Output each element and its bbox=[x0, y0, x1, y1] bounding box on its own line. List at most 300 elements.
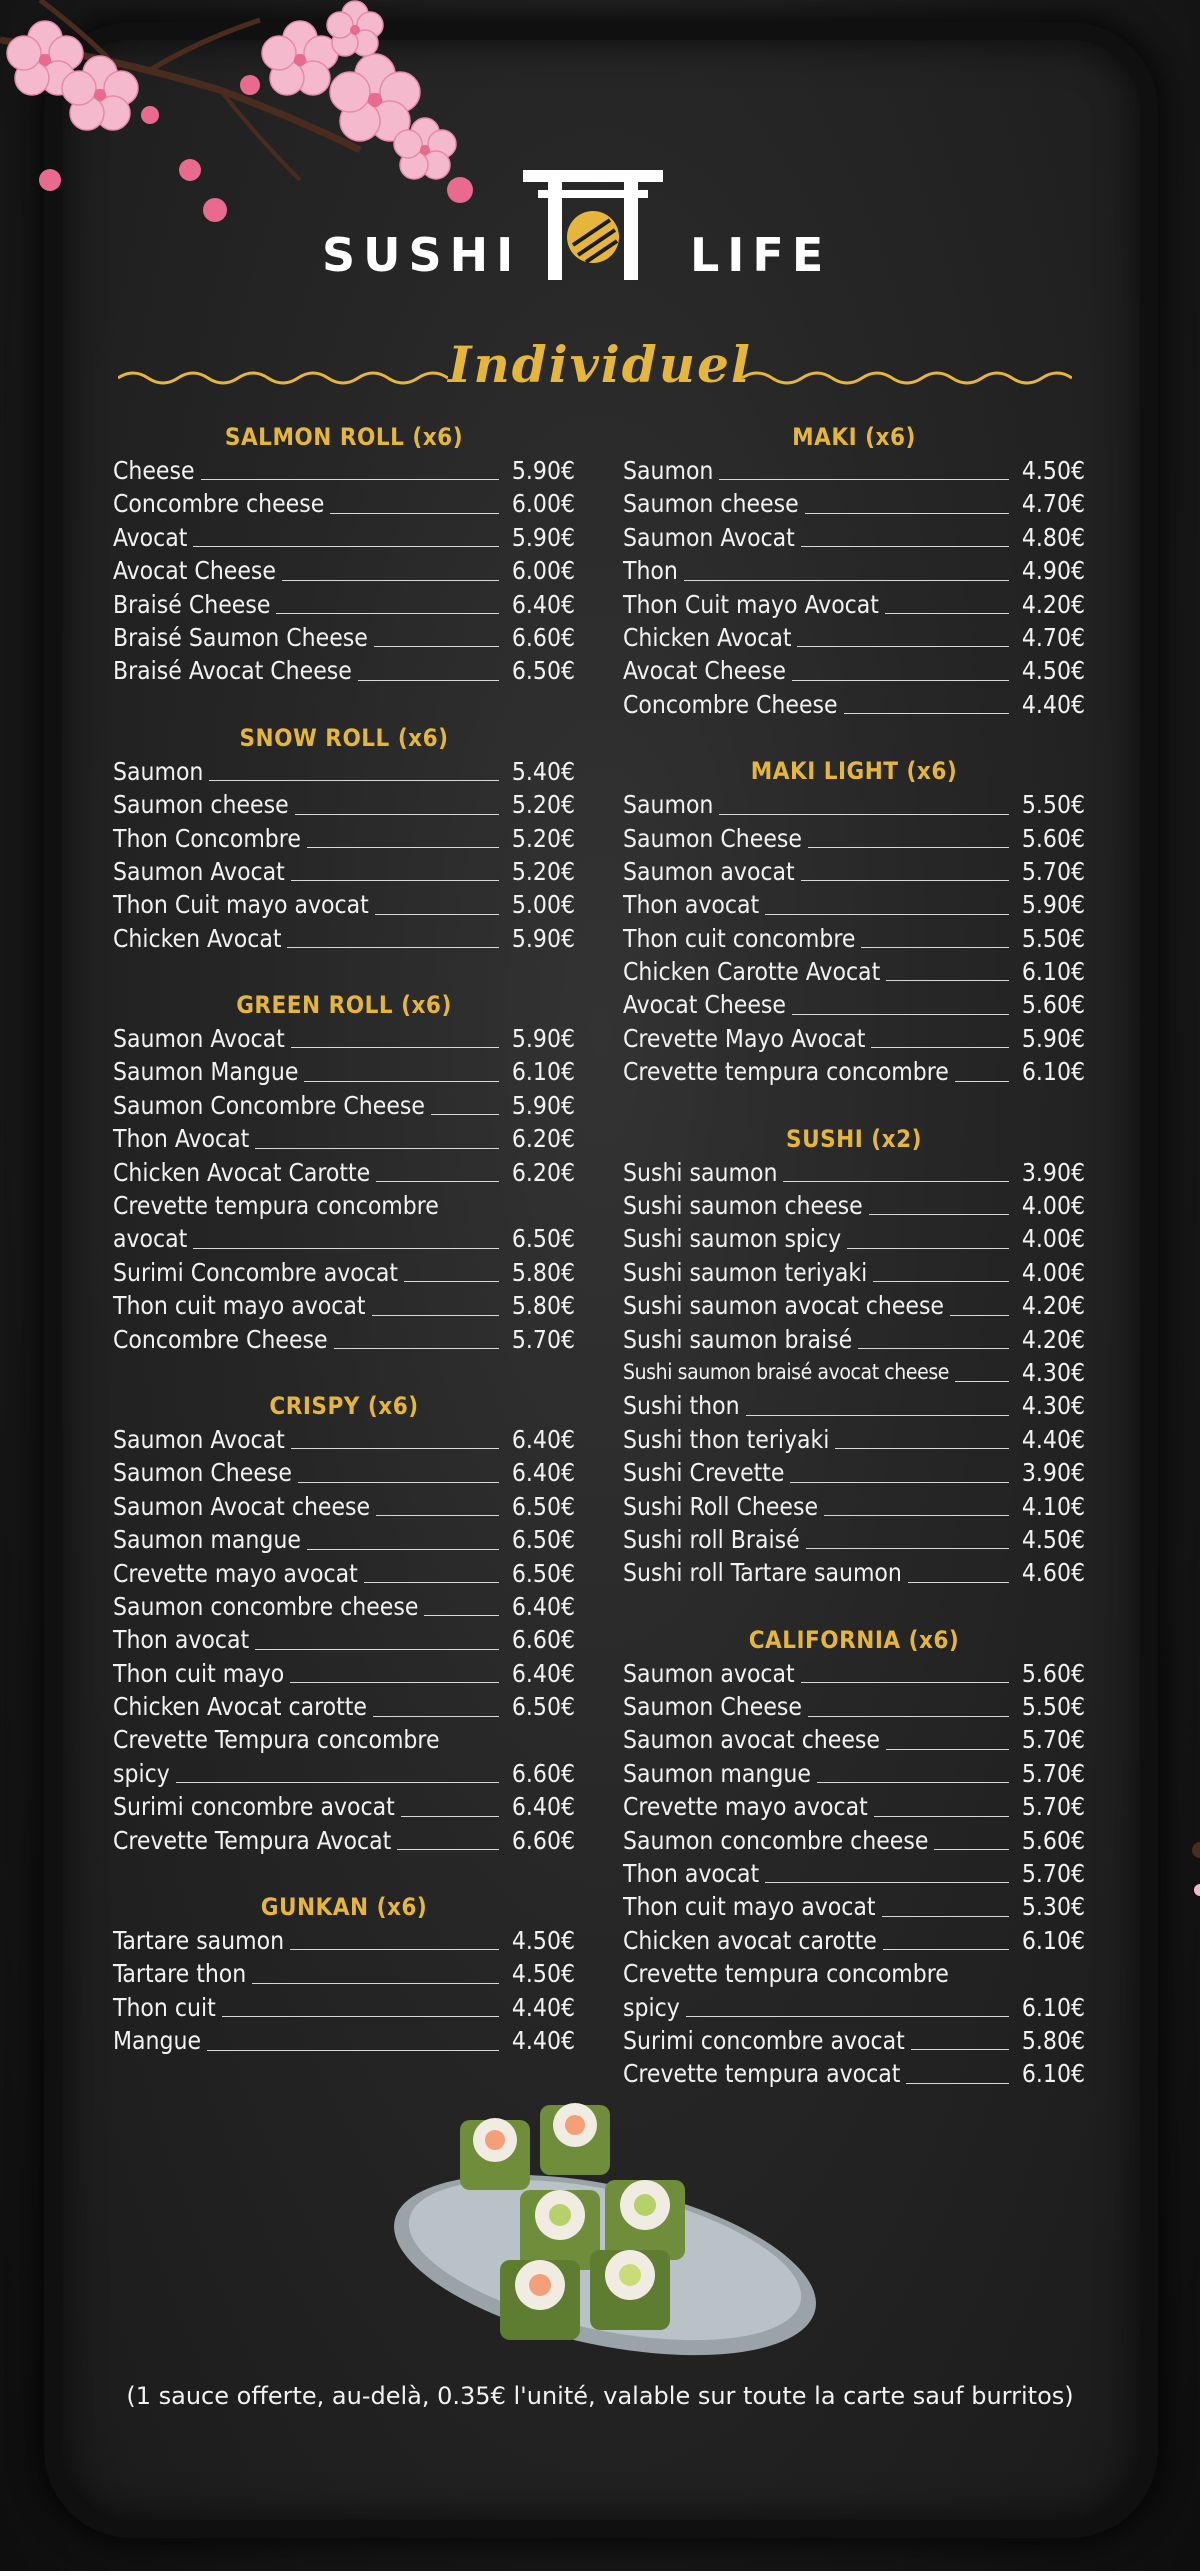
menu-item bbox=[113, 621, 575, 654]
item-name: Crevette tempura concombre bbox=[623, 1959, 949, 1989]
menu-item bbox=[623, 922, 1085, 955]
item-name: Sushi roll Braisé bbox=[623, 1524, 800, 1554]
leader-line bbox=[252, 1983, 499, 1984]
item-name: Sushi thon bbox=[623, 1391, 740, 1421]
leader-line bbox=[358, 680, 499, 681]
leader-line bbox=[207, 2050, 499, 2051]
item-name: Chicken Carotte Avocat bbox=[623, 957, 881, 987]
section-title: Individuel bbox=[448, 335, 752, 394]
menu-item bbox=[113, 822, 575, 855]
item-price: 4.10€ bbox=[1021, 1491, 1085, 1521]
leader-line bbox=[885, 613, 1009, 614]
menu-item bbox=[113, 521, 575, 554]
leader-line bbox=[401, 1816, 499, 1817]
item-price: 3.90€ bbox=[1021, 1458, 1085, 1488]
leader-line bbox=[792, 680, 1009, 681]
item-name: Saumon mangue bbox=[113, 1525, 301, 1555]
item-price: 6.10€ bbox=[511, 1057, 575, 1087]
menu-category bbox=[113, 420, 575, 688]
menu-item bbox=[623, 955, 1085, 988]
item-name: Sushi thon teriyaki bbox=[623, 1424, 830, 1454]
category-title: GUNKAN (x6) bbox=[260, 1893, 428, 1922]
item-price: 6.10€ bbox=[1021, 1992, 1085, 2022]
menu-item bbox=[113, 1323, 575, 1356]
item-name: Saumon cheese bbox=[623, 489, 799, 519]
item-name: Saumon Cheese bbox=[623, 1692, 802, 1722]
leader-line bbox=[364, 1582, 499, 1583]
menu-item bbox=[623, 487, 1085, 520]
menu-item bbox=[623, 1055, 1085, 1088]
leader-line bbox=[906, 2083, 1009, 2084]
leader-line bbox=[950, 1315, 1009, 1316]
menu-item bbox=[623, 521, 1085, 554]
item-price: 5.20€ bbox=[511, 823, 575, 853]
menu-item bbox=[113, 1657, 575, 1690]
leader-line bbox=[835, 1448, 1009, 1449]
item-price: 6.50€ bbox=[511, 1491, 575, 1521]
item-name: Saumon concombre cheese bbox=[113, 1591, 419, 1621]
item-name: Saumon bbox=[113, 756, 204, 786]
leader-line bbox=[373, 1716, 499, 1717]
leader-line bbox=[375, 914, 499, 915]
menu-item bbox=[623, 1222, 1085, 1255]
item-price: 5.30€ bbox=[1021, 1892, 1085, 1922]
leader-line bbox=[276, 613, 499, 614]
item-name: Saumon Avocat cheese bbox=[113, 1491, 371, 1521]
item-price: 4.70€ bbox=[1021, 622, 1085, 652]
item-price: 5.90€ bbox=[511, 455, 575, 485]
menu-item bbox=[623, 688, 1085, 721]
brand-right: LIFE bbox=[690, 228, 832, 282]
item-price: 4.40€ bbox=[1021, 689, 1085, 719]
leader-line bbox=[869, 1214, 1009, 1215]
menu-item bbox=[623, 1256, 1085, 1289]
leader-line bbox=[797, 646, 1009, 647]
item-price: 5.50€ bbox=[1021, 790, 1085, 820]
category-title: MAKI LIGHT (x6) bbox=[750, 757, 958, 786]
item-price: 4.30€ bbox=[1021, 1357, 1085, 1387]
leader-line bbox=[808, 847, 1009, 848]
leader-line bbox=[801, 546, 1009, 547]
item-name: Braisé Saumon Cheese bbox=[113, 622, 368, 652]
item-price: 6.50€ bbox=[511, 1692, 575, 1722]
menu-item bbox=[113, 1189, 575, 1222]
menu-item bbox=[113, 1156, 575, 1189]
item-price: 3.90€ bbox=[1021, 1157, 1085, 1187]
item-price: 4.70€ bbox=[1021, 489, 1085, 519]
leader-line bbox=[790, 1482, 1009, 1483]
leader-line bbox=[193, 546, 499, 547]
menu-category bbox=[623, 1623, 1085, 2091]
item-name: Chicken Avocat carotte bbox=[113, 1692, 367, 1722]
leader-line bbox=[886, 1749, 1009, 1750]
item-price: 4.40€ bbox=[1021, 1424, 1085, 1454]
menu-item bbox=[623, 1156, 1085, 1189]
item-name: Saumon Avocat bbox=[623, 522, 795, 552]
menu-item bbox=[113, 1690, 575, 1723]
menu-item bbox=[113, 1757, 575, 1790]
menu-item bbox=[113, 755, 575, 788]
item-name: Sushi saumon braisé avocat cheese bbox=[623, 1359, 949, 1384]
item-name: Surimi concombre avocat bbox=[623, 2026, 905, 2055]
menu-item bbox=[113, 654, 575, 687]
leader-line bbox=[874, 1816, 1009, 1817]
menu-item bbox=[113, 1122, 575, 1155]
leader-line bbox=[424, 1615, 499, 1616]
item-price: 6.10€ bbox=[1021, 2059, 1085, 2089]
item-price: 6.40€ bbox=[511, 1424, 575, 1454]
leader-line bbox=[307, 847, 499, 848]
item-price: 4.00€ bbox=[1021, 1224, 1085, 1254]
item-price: 5.70€ bbox=[1021, 1792, 1085, 1822]
item-price: 6.40€ bbox=[511, 1658, 575, 1688]
category-title: SNOW ROLL (x6) bbox=[239, 723, 449, 752]
item-name: Thon bbox=[623, 556, 678, 586]
item-price: 5.70€ bbox=[1021, 1859, 1085, 1889]
item-price: 5.60€ bbox=[1021, 1658, 1085, 1688]
item-name: Thon cuit concombre bbox=[623, 923, 856, 953]
menu-item bbox=[113, 487, 575, 520]
leader-line bbox=[376, 1181, 499, 1182]
leader-line bbox=[883, 1949, 1009, 1950]
leader-line bbox=[861, 947, 1009, 948]
menu-item bbox=[113, 855, 575, 888]
leader-line bbox=[801, 880, 1009, 881]
item-name: Saumon cheese bbox=[113, 790, 289, 820]
menu-item bbox=[113, 1490, 575, 1523]
menu-item bbox=[113, 1089, 575, 1122]
item-name: Surimi concombre avocat bbox=[113, 1792, 395, 1822]
menu-item bbox=[623, 1657, 1085, 1690]
menu-item bbox=[113, 1222, 575, 1255]
item-price: 4.00€ bbox=[1021, 1257, 1085, 1287]
leader-line bbox=[808, 1716, 1009, 1717]
leader-line bbox=[783, 1181, 1009, 1182]
menu-item bbox=[623, 988, 1085, 1021]
item-name: Thon avocat bbox=[623, 890, 760, 920]
cherry-blossom-icon bbox=[0, 0, 520, 240]
brand-left: SUSHI bbox=[322, 228, 522, 282]
item-name: Saumon Mangue bbox=[113, 1057, 299, 1087]
menu-category bbox=[113, 1890, 575, 2058]
menu-item bbox=[623, 454, 1085, 487]
menu-item bbox=[113, 1557, 575, 1590]
leader-line bbox=[287, 947, 499, 948]
item-price: 5.80€ bbox=[511, 1257, 575, 1287]
menu-item bbox=[623, 1356, 1085, 1389]
item-name: Thon Cuit mayo Avocat bbox=[623, 589, 879, 619]
item-name: spicy bbox=[113, 1758, 170, 1788]
item-name: Thon avocat bbox=[113, 1625, 250, 1655]
menu-item bbox=[113, 1456, 575, 1489]
leader-line bbox=[684, 580, 1009, 581]
leader-line bbox=[282, 580, 499, 581]
leader-line bbox=[806, 1548, 1009, 1549]
item-price: 4.20€ bbox=[1021, 589, 1085, 619]
item-price: 6.40€ bbox=[511, 1458, 575, 1488]
leader-line bbox=[255, 1148, 499, 1149]
leader-line bbox=[290, 1682, 499, 1683]
item-price: 5.60€ bbox=[1021, 990, 1085, 1020]
item-name: Thon cuit mayo avocat bbox=[623, 1892, 876, 1922]
menu-item bbox=[623, 1724, 1085, 1757]
item-name: Sushi Roll Cheese bbox=[623, 1491, 819, 1521]
leader-line bbox=[404, 1281, 499, 1282]
leader-line bbox=[746, 1415, 1009, 1416]
menu-item bbox=[623, 788, 1085, 821]
item-price: 6.60€ bbox=[511, 622, 575, 652]
item-price: 5.20€ bbox=[511, 790, 575, 820]
item-price: 4.60€ bbox=[1021, 1558, 1085, 1588]
item-price: 5.90€ bbox=[511, 1090, 575, 1120]
menu-item bbox=[623, 1690, 1085, 1723]
menu-item bbox=[623, 1556, 1085, 1589]
item-price: 4.50€ bbox=[1021, 656, 1085, 686]
item-name: Saumon Avocat bbox=[113, 1424, 285, 1454]
menu-item bbox=[113, 1590, 575, 1623]
torii-gate-icon bbox=[518, 165, 668, 280]
footer-note: (1 sauce offerte, au-delà, 0.35€ l'unité, valable sur toute la carte sauf burritos) bbox=[126, 2382, 1074, 2410]
menu-item bbox=[623, 1957, 1085, 1990]
item-price: 5.70€ bbox=[1021, 1725, 1085, 1755]
leader-line bbox=[307, 1549, 499, 1550]
leader-line bbox=[255, 1649, 499, 1650]
item-price: 6.50€ bbox=[511, 1525, 575, 1555]
leader-line bbox=[374, 646, 499, 647]
category-title: GREEN ROLL (x6) bbox=[236, 991, 452, 1020]
item-name: Thon Cuit mayo avocat bbox=[113, 890, 369, 920]
menu-item bbox=[113, 1824, 575, 1857]
menu-item bbox=[623, 1389, 1085, 1422]
menu-item bbox=[113, 1957, 575, 1990]
leader-line bbox=[291, 1448, 499, 1449]
leader-line bbox=[686, 2016, 1009, 2017]
leader-line bbox=[871, 1047, 1009, 1048]
item-name: Sushi saumon avocat cheese bbox=[623, 1291, 945, 1321]
item-name: Saumon bbox=[623, 790, 714, 820]
category-title: MAKI (x6) bbox=[792, 423, 916, 451]
category-title: CALIFORNIA (x6) bbox=[748, 1625, 960, 1654]
leader-line bbox=[955, 1081, 1009, 1082]
item-price: 5.70€ bbox=[1021, 856, 1085, 886]
menu-item bbox=[113, 1523, 575, 1556]
menu-item bbox=[623, 1523, 1085, 1556]
leader-line bbox=[719, 479, 1009, 480]
item-name: Saumon Concombre Cheese bbox=[113, 1090, 425, 1120]
menu-item bbox=[113, 1790, 575, 1823]
item-price: 6.00€ bbox=[511, 489, 575, 519]
item-price: 5.50€ bbox=[1021, 923, 1085, 953]
leader-line bbox=[222, 2016, 499, 2017]
leader-line bbox=[176, 1782, 499, 1783]
item-name: Saumon mangue bbox=[623, 1758, 811, 1788]
item-price: 6.20€ bbox=[511, 1157, 575, 1187]
leader-line bbox=[304, 1081, 499, 1082]
item-name: Crevette mayo avocat bbox=[113, 1558, 358, 1588]
item-name: Mangue bbox=[113, 2026, 202, 2056]
item-name: Thon Concombre bbox=[113, 823, 301, 853]
item-name: Sushi Crevette bbox=[623, 1458, 785, 1488]
menu-category bbox=[113, 1389, 575, 1857]
item-name: Avocat bbox=[113, 522, 188, 552]
item-name: spicy bbox=[623, 1992, 680, 2022]
menu-item bbox=[623, 1456, 1085, 1489]
item-name: Saumon Cheese bbox=[623, 823, 802, 853]
item-name: Concombre cheese bbox=[113, 489, 325, 519]
leader-line bbox=[792, 1014, 1009, 1015]
item-name: Concombre Cheese bbox=[623, 689, 838, 719]
menu-category bbox=[623, 1122, 1085, 1590]
leader-line bbox=[934, 1849, 1009, 1850]
item-price: 5.90€ bbox=[1021, 890, 1085, 920]
menu-item bbox=[113, 2024, 575, 2057]
category-title: CRISPY (x6) bbox=[269, 1391, 419, 1420]
menu-item bbox=[113, 588, 575, 621]
item-name: Chicken Avocat bbox=[113, 923, 282, 953]
item-name: Thon cuit mayo bbox=[113, 1658, 285, 1688]
item-price: 6.50€ bbox=[511, 1224, 575, 1254]
leader-line bbox=[908, 1582, 1009, 1583]
item-name: Sushi saumon teriyaki bbox=[623, 1257, 868, 1287]
item-name: Crevette Tempura Avocat bbox=[113, 1825, 392, 1855]
item-name: Avocat Cheese bbox=[113, 556, 276, 586]
item-price: 4.50€ bbox=[511, 1959, 575, 1989]
item-name: Sushi saumon bbox=[623, 1157, 778, 1187]
menu-item bbox=[623, 1189, 1085, 1222]
menu-category bbox=[113, 721, 575, 955]
leader-line bbox=[882, 1916, 1009, 1917]
menu-item bbox=[623, 588, 1085, 621]
edge-petal-icon bbox=[1186, 1840, 1200, 1900]
item-name: Braisé Avocat Cheese bbox=[113, 656, 352, 686]
item-price: 5.80€ bbox=[511, 1291, 575, 1321]
menu-item bbox=[623, 1890, 1085, 1923]
item-name: Thon cuit mayo avocat bbox=[113, 1291, 366, 1321]
leader-line bbox=[397, 1849, 499, 1850]
leader-line bbox=[955, 1381, 1009, 1382]
item-name: Saumon Avocat bbox=[113, 856, 285, 886]
item-price: 5.80€ bbox=[1021, 2026, 1085, 2055]
item-name: Saumon avocat cheese bbox=[623, 1725, 880, 1755]
item-name: Chicken avocat carotte bbox=[623, 1925, 877, 1955]
item-name: Saumon Avocat bbox=[113, 1024, 285, 1054]
item-name: Saumon bbox=[623, 455, 714, 485]
item-price: 6.40€ bbox=[511, 1591, 575, 1621]
menu-item bbox=[623, 1924, 1085, 1957]
leader-line bbox=[911, 2049, 1009, 2050]
menu-item bbox=[623, 1824, 1085, 1857]
item-price: 4.90€ bbox=[1021, 556, 1085, 586]
menu-item bbox=[623, 554, 1085, 587]
menu-category bbox=[623, 420, 1085, 721]
item-price: 4.50€ bbox=[511, 1926, 575, 1956]
leader-line bbox=[209, 780, 499, 781]
item-price: 4.20€ bbox=[1021, 1324, 1085, 1354]
menu-category bbox=[113, 988, 575, 1356]
leader-line bbox=[334, 1348, 499, 1349]
menu-item bbox=[623, 1790, 1085, 1823]
item-name: Avocat Cheese bbox=[623, 656, 786, 686]
menu-item bbox=[113, 1022, 575, 1055]
item-name: Saumon Cheese bbox=[113, 1458, 292, 1488]
item-name: Crevette tempura avocat bbox=[623, 2059, 901, 2089]
item-name: Sushi saumon cheese bbox=[623, 1191, 863, 1221]
item-price: 6.10€ bbox=[1021, 957, 1085, 987]
item-price: 6.50€ bbox=[511, 1558, 575, 1588]
leader-line bbox=[330, 513, 499, 514]
menu-item bbox=[623, 2024, 1085, 2057]
menu-item bbox=[113, 888, 575, 921]
item-price: 4.30€ bbox=[1021, 1391, 1085, 1421]
item-price: 6.60€ bbox=[511, 1825, 575, 1855]
leader-line bbox=[372, 1315, 499, 1316]
menu-item bbox=[113, 1991, 575, 2024]
menu-item bbox=[623, 1991, 1085, 2024]
item-price: 6.50€ bbox=[511, 656, 575, 686]
leader-line bbox=[201, 479, 499, 480]
menu-item bbox=[113, 454, 575, 487]
item-price: 5.50€ bbox=[1021, 1692, 1085, 1722]
item-price: 5.60€ bbox=[1021, 1825, 1085, 1855]
leader-line bbox=[298, 1482, 499, 1483]
leader-line bbox=[719, 814, 1009, 815]
item-name: Tartare thon bbox=[113, 1959, 247, 1989]
menu-item bbox=[623, 1289, 1085, 1322]
leader-line bbox=[765, 914, 1009, 915]
item-name: Crevette tempura concombre bbox=[623, 1057, 949, 1087]
item-name: Tartare saumon bbox=[113, 1926, 285, 1956]
menu-item bbox=[623, 1022, 1085, 1055]
item-name: Braisé Cheese bbox=[113, 589, 271, 619]
item-price: 6.40€ bbox=[511, 589, 575, 619]
leader-line bbox=[765, 1882, 1009, 1883]
item-price: 5.90€ bbox=[511, 1024, 575, 1054]
item-price: 5.70€ bbox=[511, 1324, 575, 1354]
leader-line bbox=[801, 1682, 1009, 1683]
item-name: Avocat Cheese bbox=[623, 990, 786, 1020]
leader-line bbox=[847, 1248, 1009, 1249]
item-price: 4.20€ bbox=[1021, 1291, 1085, 1321]
item-price: 4.00€ bbox=[1021, 1191, 1085, 1221]
leader-line bbox=[805, 513, 1009, 514]
leader-line bbox=[844, 713, 1009, 714]
leader-line bbox=[295, 814, 499, 815]
item-price: 5.60€ bbox=[1021, 823, 1085, 853]
item-name: avocat bbox=[113, 1224, 188, 1254]
item-price: 5.90€ bbox=[511, 923, 575, 953]
leader-line bbox=[873, 1281, 1009, 1282]
item-price: 6.10€ bbox=[1021, 1925, 1085, 1955]
menu-item bbox=[623, 1857, 1085, 1890]
item-name: Sushi saumon braisé bbox=[623, 1324, 853, 1354]
leader-line bbox=[886, 980, 1009, 981]
leader-line bbox=[291, 1047, 499, 1048]
item-name: Thon Avocat bbox=[113, 1124, 250, 1154]
item-price: 6.40€ bbox=[511, 1792, 575, 1822]
item-name: Thon cuit bbox=[113, 1992, 216, 2022]
leader-line bbox=[431, 1114, 499, 1115]
sushi-plate-image bbox=[380, 2080, 830, 2370]
item-price: 4.40€ bbox=[511, 2026, 575, 2056]
item-price: 5.90€ bbox=[511, 522, 575, 552]
menu-item bbox=[113, 554, 575, 587]
item-price: 4.50€ bbox=[1021, 455, 1085, 485]
leader-line bbox=[858, 1348, 1009, 1349]
menu-column-right bbox=[623, 420, 1085, 2124]
item-name: Crevette Tempura concombre bbox=[113, 1725, 440, 1755]
category-title: SALMON ROLL (x6) bbox=[224, 423, 464, 451]
menu-item bbox=[623, 1490, 1085, 1523]
